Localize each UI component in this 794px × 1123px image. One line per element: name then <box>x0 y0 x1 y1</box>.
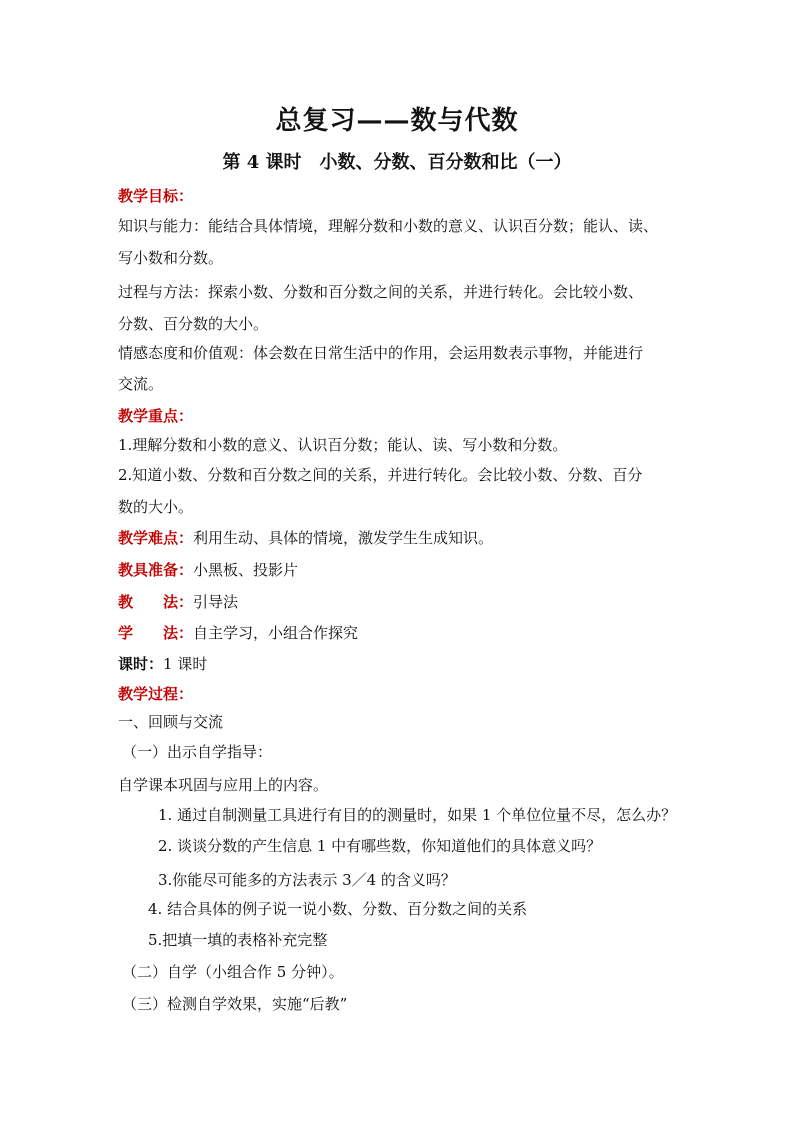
key-point-line: 数的大小。 <box>118 498 194 516</box>
objective-line: 过程与方法：探索小数、分数和百分数之间的关系，并进行转化。会比较小数、 <box>118 283 644 301</box>
self-study-intro: 自学课本巩固与应用上的内容。 <box>118 776 329 794</box>
materials-label: 教具准备： <box>118 561 194 579</box>
subsection-heading: （三）检测自学效果，实施“后教” <box>122 995 348 1013</box>
teaching-method-label: 教 法： <box>118 593 194 611</box>
guide-item: 4. 结合具体的例子说一说小数、分数、百分数之间的关系 <box>148 900 528 918</box>
class-hours-row <box>118 654 678 674</box>
materials-text: 小黑板、投影片 <box>193 561 299 579</box>
guide-item: 2. 谈谈分数的产生信息 1 中有哪些数，你知道他们的具体意义吗？ <box>158 837 602 855</box>
objective-line: 写小数和分数。 <box>118 249 224 267</box>
guide-item: 3.你能尽可能多的方法表示 3／4 的含义吗？ <box>158 871 456 889</box>
learning-method-row <box>118 623 678 643</box>
difficulty-label: 教学难点： <box>118 529 194 547</box>
difficulty-row <box>118 528 678 548</box>
process-heading: 教学过程： <box>118 685 194 703</box>
learning-method-text: 自主学习，小组合作探究 <box>193 624 359 642</box>
page-title: 总复习——数与代数 <box>275 106 519 136</box>
objectives-heading: 教学目标： <box>118 187 194 205</box>
key-point-line: 2.知道小数、分数和百分数之间的关系，并进行转化。会比较小数、分数、百分 <box>118 466 643 484</box>
materials-row <box>118 560 678 580</box>
subsection-heading: （一）出示自学指导： <box>122 743 273 761</box>
section-heading: 一、回顾与交流 <box>118 713 224 731</box>
class-hours-label: 课时： <box>118 655 164 673</box>
objective-line: 分数、百分数的大小。 <box>118 315 269 333</box>
objective-line: 交流。 <box>118 375 164 393</box>
teaching-method-text: 引导法 <box>193 593 239 611</box>
class-hours-text: 1 课时 <box>163 655 208 673</box>
guide-item: 5.把填一填的表格补充完整 <box>148 931 328 949</box>
key-point-line: 1.理解分数和小数的意义、认识百分数；能认、读、写小数和分数。 <box>118 436 568 454</box>
learning-method-label: 学 法： <box>118 624 194 642</box>
key-points-heading: 教学重点： <box>118 407 194 425</box>
objective-line: 知识与能力：能结合具体情境，理解分数和小数的意义、认识百分数；能认、读、 <box>118 217 659 235</box>
teaching-method-row <box>118 592 678 612</box>
guide-item: 1. 通过自制测量工具进行有目的的测量时，如果 1 个单位位量不尽，怎么办？ <box>158 806 677 824</box>
lesson-subtitle: 第 4 课时 小数、分数、百分数和比（一） <box>222 152 572 173</box>
difficulty-text: 利用生动、具体的情境，激发学生生成知识。 <box>193 529 494 547</box>
subsection-heading: （二）自学（小组合作 5 分钟）。 <box>122 963 344 981</box>
objective-line: 情感态度和价值观：体会数在日常生活中的作用，会运用数表示事物，并能进行 <box>118 344 644 362</box>
